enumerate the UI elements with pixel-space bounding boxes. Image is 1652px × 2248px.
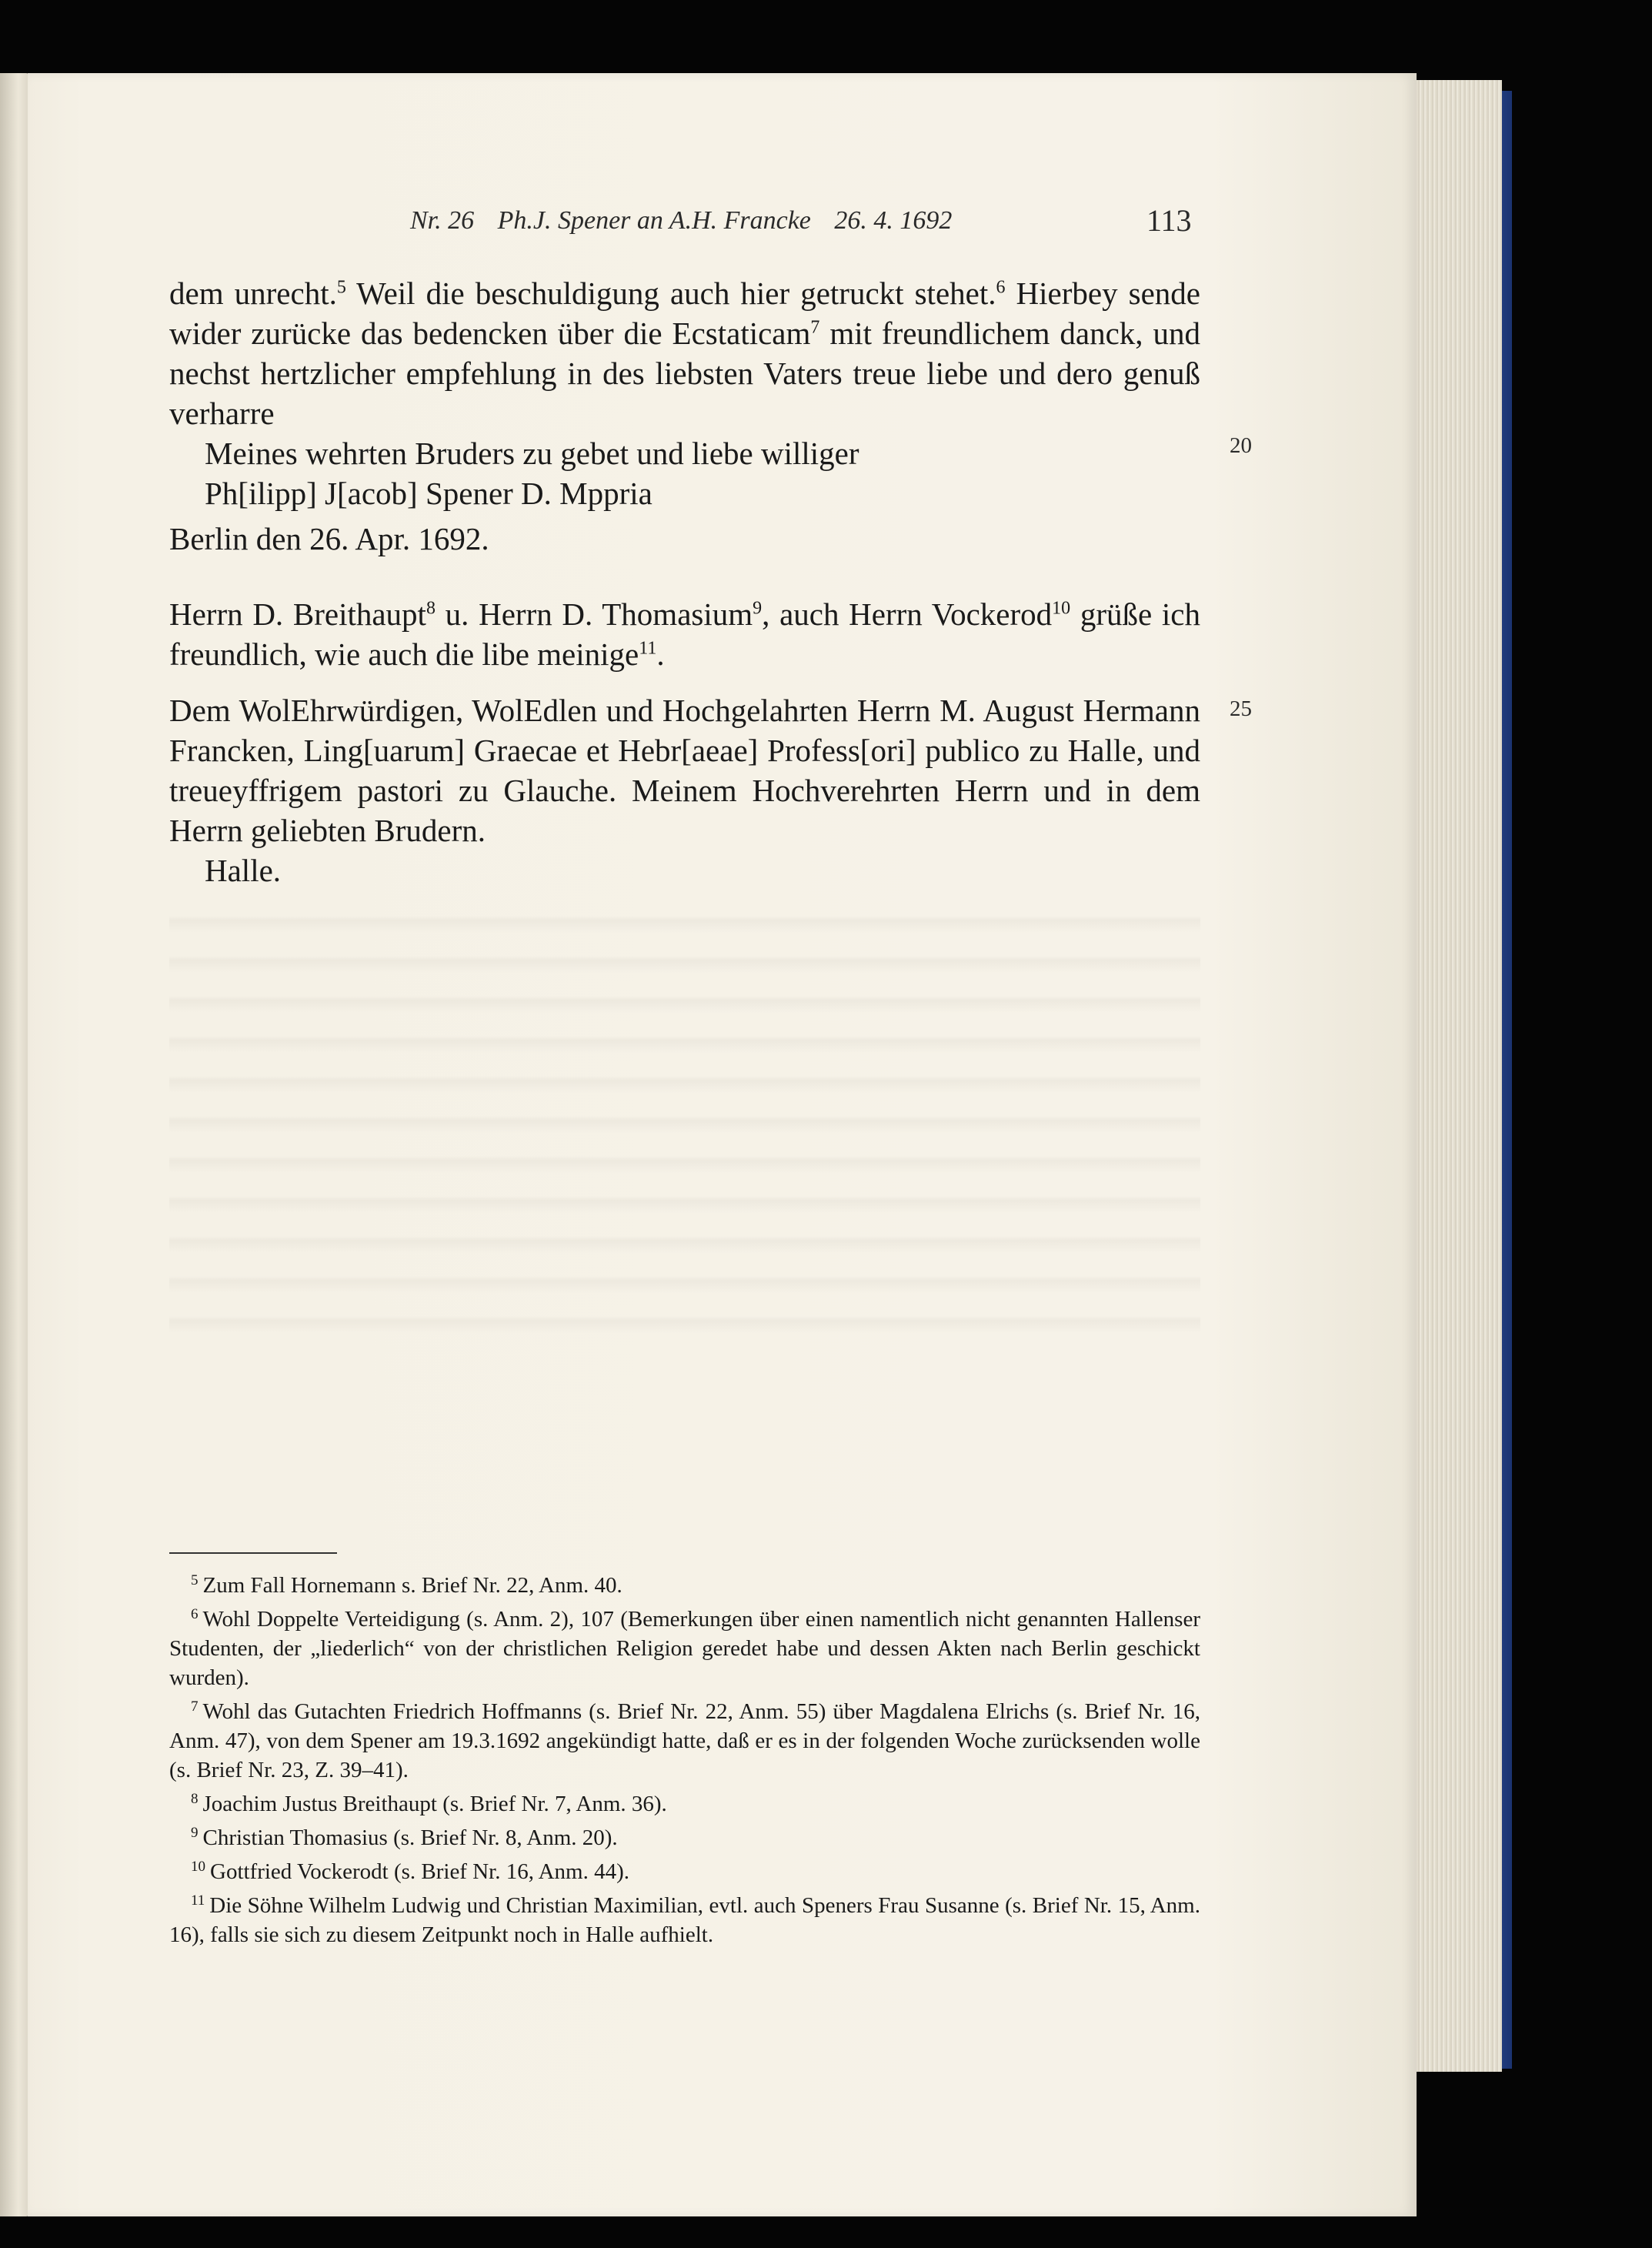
footnotes <box>169 1566 1200 1949</box>
text-run: Weil die beschuldigung auch hier getruckt stehet. <box>345 276 996 311</box>
line-number: 25 <box>1230 696 1252 721</box>
greetings-text <box>169 594 1200 674</box>
footnote-number: 8 <box>191 1791 199 1807</box>
footnote-text: Gottfried Vockerodt (s. Brief Nr. 16, Anm. 44). <box>210 1859 630 1884</box>
text-run: grüße ich freundlich, wie auch die libe meinige <box>169 596 1200 672</box>
footnote-number: 9 <box>191 1825 199 1841</box>
bleed-through-text <box>169 893 1200 1339</box>
address-city: Halle. <box>205 853 282 888</box>
place-date-text: Berlin den 26. Apr. 1692. <box>169 521 489 556</box>
text-run: . <box>656 636 665 672</box>
footnote-ref[interactable]: 8 <box>426 598 436 619</box>
footnote <box>169 1785 1200 1819</box>
text-run: u. Herrn D. Thomasium <box>435 596 753 632</box>
place-date <box>169 519 1200 559</box>
footnote-text: Die Söhne Wilhelm Ludwig und Christian Maximilian, evtl. auch Speners Frau Susanne (s. Brief Nr. 15, Anm. 16), falls sie sich zu diesem Zeitpunkt noch in Halle aufhielt. <box>169 1893 1200 1947</box>
footnote-number: 7 <box>191 1699 199 1715</box>
footnote-ref[interactable]: 9 <box>753 598 763 619</box>
footnote-text: Joachim Justus Breithaupt (s. Brief Nr. 7, Anm. 36). <box>202 1792 667 1816</box>
left-page-edge <box>0 73 31 2216</box>
text-run: , auch Herrn Vockerod <box>762 596 1053 632</box>
running-header <box>410 206 969 235</box>
footnote-number: 11 <box>191 1892 205 1909</box>
footnote <box>169 1819 1200 1852</box>
footnote-rule <box>169 1552 337 1554</box>
footnote-text: Zum Fall Hornemann s. Brief Nr. 22, Anm. 40. <box>202 1573 622 1598</box>
footnote <box>169 1692 1200 1785</box>
letter-correspondents: Ph.J. Spener an A.H. Francke <box>497 206 811 235</box>
address-text: Dem WolEhrwürdigen, WolEdlen und Hochgelahrten Herrn M. August Hermann Francken, Ling[uarum] Graecae et Hebr[aeae] Profess[ori] publico zu Halle, und treueyffrigem pastori zu Glauche. Meinem Hochverehrten Herrn und in dem Herrn geliebten Brudern. <box>169 693 1200 848</box>
text-run: Herrn D. Breithaupt <box>169 596 426 632</box>
letter-number: Nr. 26 <box>410 206 475 235</box>
signature: Ph[ilipp] J[acob] Spener D. Mppria <box>205 476 652 511</box>
footnote <box>169 1600 1200 1692</box>
page-edges <box>1408 80 1502 2072</box>
text-run: dem unrecht. <box>169 276 337 311</box>
greetings-paragraph <box>169 594 1200 674</box>
footnote-number: 6 <box>191 1606 199 1622</box>
footnote-ref[interactable]: 6 <box>996 277 1006 298</box>
letter-paragraph <box>169 273 1200 513</box>
address-paragraph <box>169 690 1200 890</box>
footnote-number: 10 <box>191 1859 205 1875</box>
footnote-text: Wohl Doppelte Verteidigung (s. Anm. 2), 107 (Bemerkungen über einen namentlich nicht genannten Hallenser Studenten, der „liederlich“ von der christlichen Religion geredet habe und dessen Akten nach Berlin geschickt wurden). <box>169 1607 1200 1690</box>
closing-formula: Meines wehrten Bruders zu gebet und liebe williger <box>205 436 859 471</box>
footnote-ref[interactable]: 5 <box>336 277 346 298</box>
footnote-number: 5 <box>191 1572 199 1588</box>
letter-date: 26. 4. 1692 <box>834 206 953 235</box>
footnote-ref[interactable]: 10 <box>1052 598 1071 619</box>
paragraph-text <box>169 273 1200 433</box>
footnote-text: Wohl das Gutachten Friedrich Hoffmanns (s. Brief Nr. 22, Anm. 55) über Magdalena Elrichs (s. Brief Nr. 16, Anm. 47), von dem Spener am 19.3.1692 angekündigt hatte, daß er es in der folgenden Woche zurücksenden wolle (s. Brief Nr. 23, Z. 39–41). <box>169 1699 1200 1782</box>
text-run: mit freundlichem danck, und nechst hertzlicher empfehlung in des liebsten Vaters treue liebe und dero genuß verharre <box>169 316 1200 431</box>
footnote <box>169 1566 1200 1600</box>
footnote <box>169 1852 1200 1886</box>
text-run: Hierbey sende wider zurücke das bedencken über die Ecstaticam <box>169 276 1200 351</box>
page-number: 113 <box>1146 203 1192 238</box>
footnote-ref[interactable]: 7 <box>810 317 820 338</box>
line-number: 20 <box>1230 433 1252 458</box>
footnote-text: Christian Thomasius (s. Brief Nr. 8, Anm. 20). <box>202 1825 618 1850</box>
footnote <box>169 1886 1200 1949</box>
footnote-ref[interactable]: 11 <box>639 638 657 659</box>
